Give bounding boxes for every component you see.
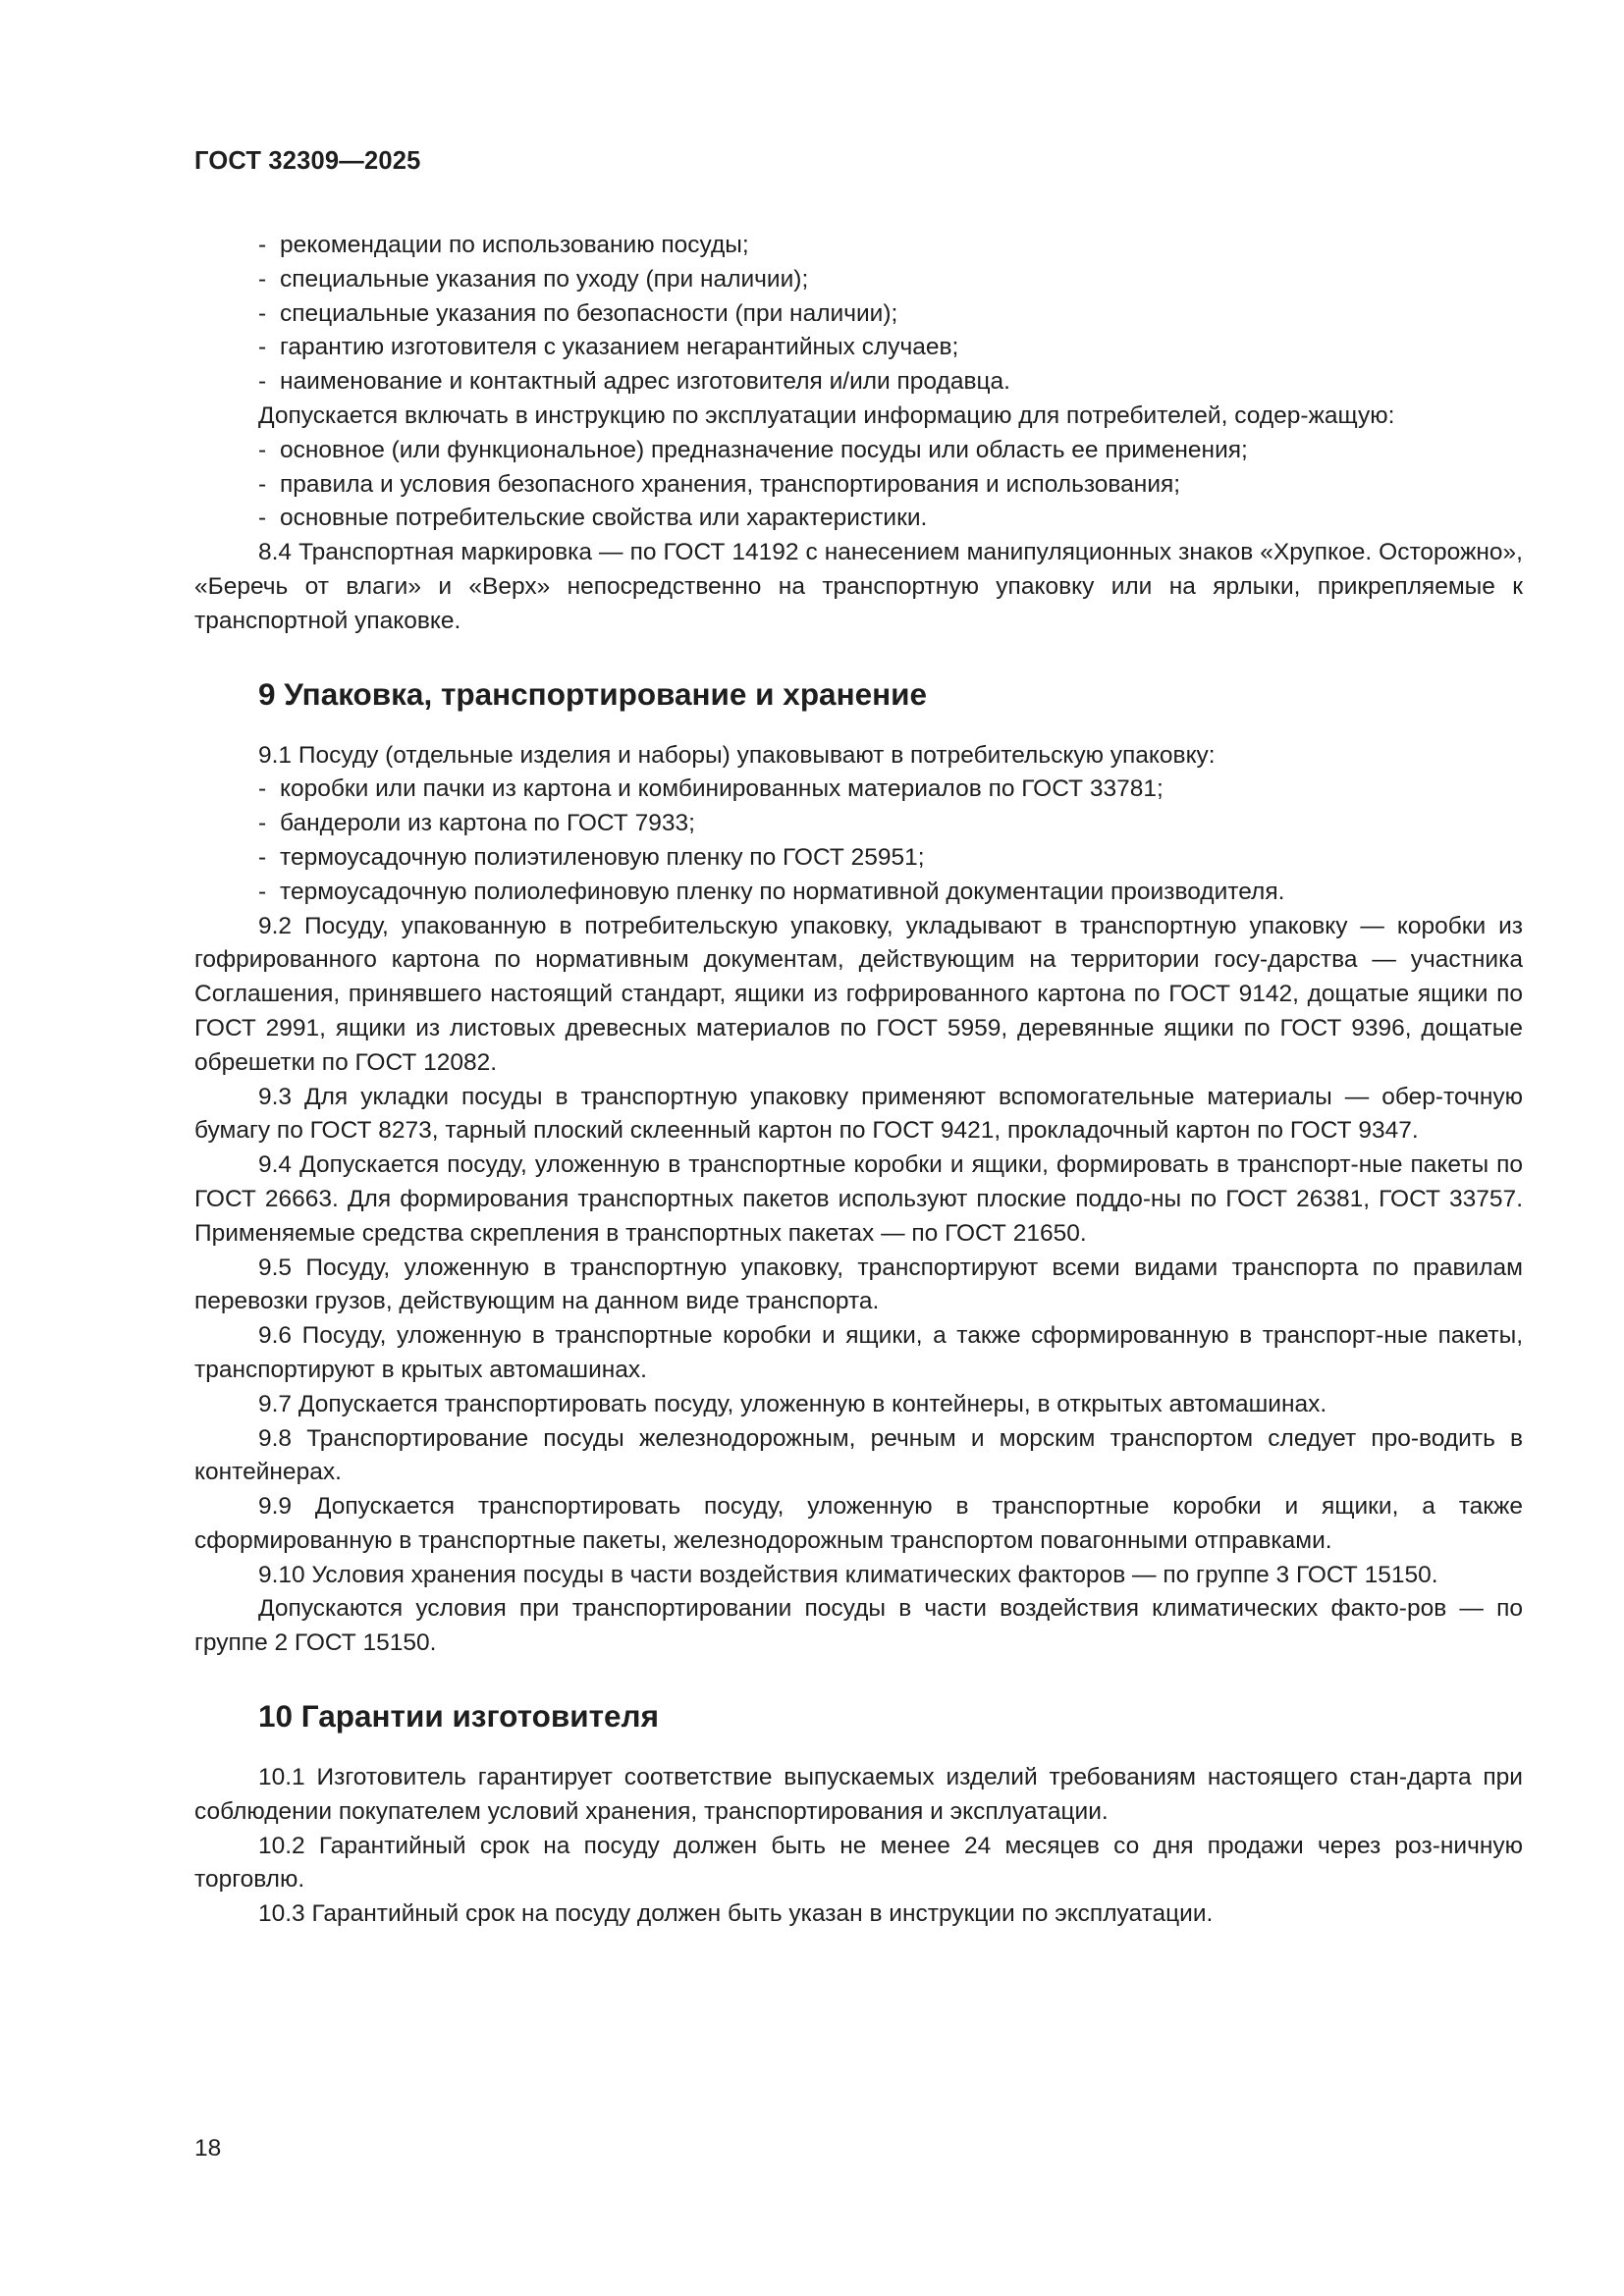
paragraph-9-7: 9.7 Допускается транспортировать посуду, уложенную в контейнеры, в открытых автомашинах. — [258, 1390, 1327, 1417]
paragraph-9-2: 9.2 Посуду, упакованную в потребительскую упаковку, укладывают в транспортную упаковку — коробки из гофрированного картона по нормативным документам, действующим на территории госу-дарства — участника Соглашения, принявшего настоящий стандарт, ящики из гофрированного картона по ГОСТ 9142, дощатые ящики по ГОСТ 2991, ящики из листовых древесных материалов по ГОСТ 5959, деревянные ящики по ГОСТ 9396, дощатые обрешетки по ГОСТ 12082. — [194, 912, 1523, 1076]
paragraph-9-6: 9.6 Посуду, уложенную в транспортные коробки и ящики, а также сформированную в транспорт-ные пакеты, транспортируют в крытых автомашинах. — [194, 1322, 1523, 1383]
list-item: - термоусадочную полиэтиленовую пленку по ГОСТ 25951; — [194, 841, 1523, 876]
list-item: - коробки или пачки из картона и комбинированных материалов по ГОСТ 33781; — [194, 773, 1523, 807]
paragraph-10-1: 10.1 Изготовитель гарантирует соответствие выпускаемых изделий требованиям настоящего стан-дарта при соблюдении покупателем условий хранения, транспортирования и эксплуатации. — [194, 1764, 1523, 1825]
paragraph-9-8: 9.8 Транспортирование посуды железнодорожным, речным и морским транспортом следует про-водить в контейнерах. — [194, 1424, 1523, 1486]
section-10-title: 10 Гарантии изготовителя — [258, 1698, 659, 1735]
list-item: - наименование и контактный адрес изготовителя и/или продавца. — [194, 365, 1523, 400]
list-item: - гарантию изготовителя с указанием негарантийных случаев; — [194, 331, 1523, 365]
section-9-title: 9 Упаковка, транспортирование и хранение — [258, 675, 928, 712]
list-item: - термоусадочную полиолефиновую пленку по нормативной документации производителя. — [194, 876, 1523, 910]
list-item: - основные потребительские свойства или характеристики. — [194, 502, 1523, 536]
paragraph-10-2: 10.2 Гарантийный срок на посуду должен быть не менее 24 месяцев со дня продажи через роз-ничную торговлю. — [194, 1832, 1523, 1894]
paragraph-9-4: 9.4 Допускается посуду, уложенную в транспортные коробки и ящики, формировать в транспорт-ные пакеты по ГОСТ 26663. Для формирования транспортных пакетов используют плоские поддо-ны по ГОСТ 26381, ГОСТ 33757. Применяемые средства скрепления в транспортных пакетах — по ГОСТ 21650. — [194, 1151, 1523, 1247]
page-body — [194, 229, 1523, 1932]
list-item: - бандероли из картона по ГОСТ 7933; — [194, 807, 1523, 841]
page-number: 18 — [194, 2135, 222, 2162]
paragraph-9-1: 9.1 Посуду (отдельные изделия и наборы) упаковывают в потребительскую упаковку: — [258, 741, 1216, 769]
standard-header: ГОСТ 32309—2025 — [194, 147, 421, 175]
paragraph-9-3: 9.3 Для укладки посуды в транспортную упаковку применяют вспомогательные материалы — обер-точную бумагу по ГОСТ 8273, тарный плоский склеенный картон по ГОСТ 9421, прокладочный картон по ГОСТ 9347. — [194, 1083, 1523, 1145]
paragraph-8-4: 8.4 Транспортная маркировка — по ГОСТ 14192 с нанесением манипуляционных знаков «Хрупкое. Осторожно», «Беречь от влаги» и «Верх» непосредственно на транспортную упаковку или на ярлыки, прикрепляемые к транспортной упаковке. — [194, 539, 1523, 634]
list-item: - основное (или функциональное) предназначение посуды или область ее применения; — [194, 434, 1523, 468]
paragraph-10-3: 10.3 Гарантийный срок на посуду должен быть указан в инструкции по эксплуатации. — [258, 1900, 1214, 1928]
paragraph-9-10: 9.10 Условия хранения посуды в части воздействия климатических факторов — по группе 3 ГОСТ 15150. — [258, 1561, 1438, 1588]
list-item: - правила и условия безопасного хранения, транспортирования и использования; — [194, 468, 1523, 503]
paragraph-9-5: 9.5 Посуду, уложенную в транспортную упаковку, транспортируют всеми видами транспорта по правилам перевозки грузов, действующим на данном виде транспорта. — [194, 1254, 1523, 1315]
paragraph-9-allowed: Допускаются условия при транспортировании посуды в части воздействия климатических факто-ров — по группе 2 ГОСТ 15150. — [194, 1595, 1523, 1657]
list-item: - рекомендации по использованию посуды; — [194, 229, 1523, 263]
paragraph-9-9: 9.9 Допускается транспортировать посуду, уложенную в транспортные коробки и ящики, а также сформированную в транспортные пакеты, железнодорожным транспортом повагонными отправками. — [194, 1493, 1523, 1554]
list-item: - специальные указания по безопасности (при наличии); — [194, 297, 1523, 332]
paragraph-allowed-info: Допускается включать в инструкцию по эксплуатации информацию для потребителей, содер-жащую: — [258, 401, 1395, 429]
list-item: - специальные указания по уходу (при наличии); — [194, 263, 1523, 297]
